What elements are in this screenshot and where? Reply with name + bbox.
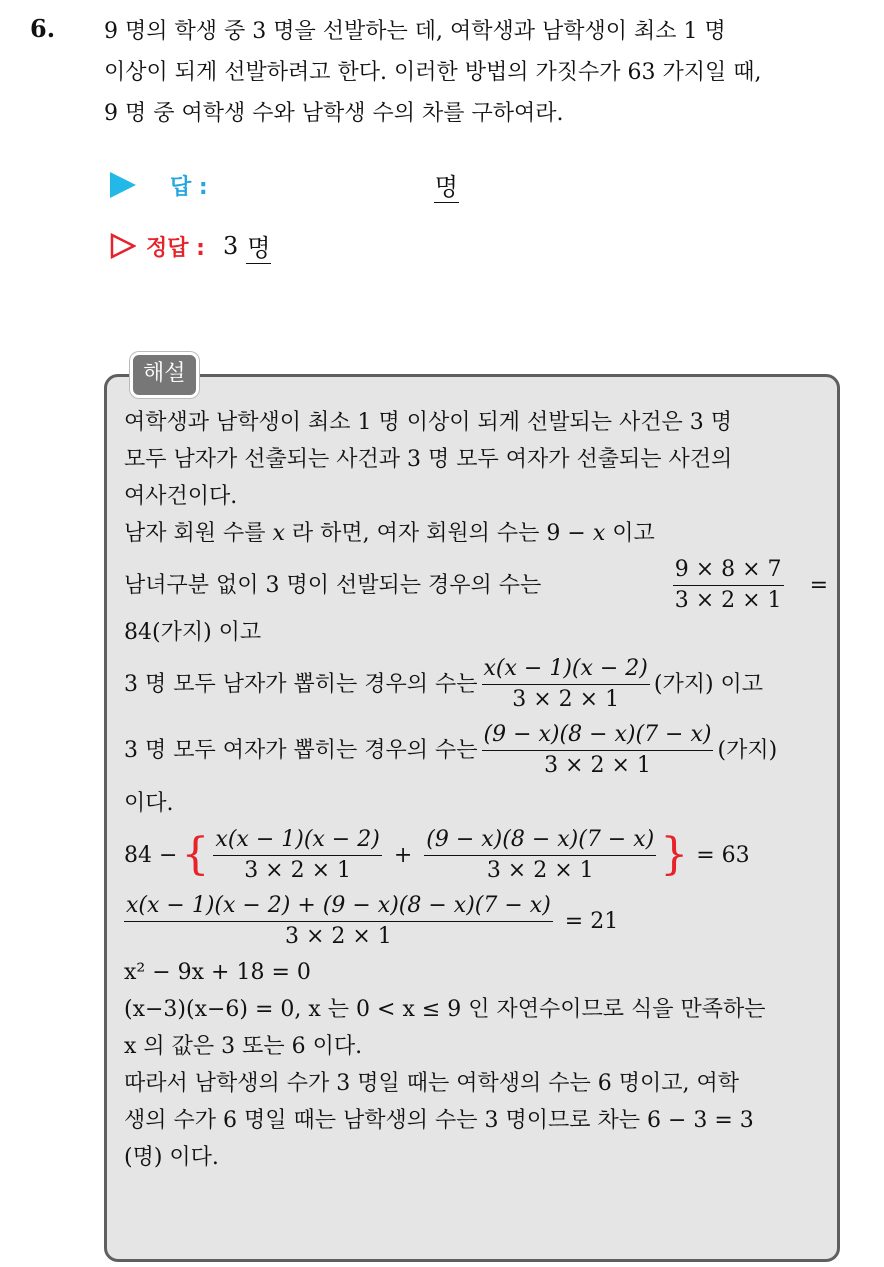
text-segment: = 63 <box>696 842 750 868</box>
text-segment: 남자 회원 수를 <box>124 521 273 546</box>
text-segment: (가지) <box>717 737 778 763</box>
text-segment: = 21 <box>564 908 619 934</box>
fraction-numerator: x(x − 1)(x − 2) <box>213 825 381 856</box>
fraction-denominator: 3 × 2 × 1 <box>674 587 782 613</box>
explanation-line: (x−3)(x−6) = 0, x 는 0 < x ≤ 9 인 자연수이므로 식을 만족하는 <box>124 997 766 1022</box>
fraction-female <box>424 825 656 886</box>
play-triangle-icon <box>110 172 136 198</box>
correct-answer-row <box>110 228 271 264</box>
explanation-line: 이다. <box>124 791 174 816</box>
text-segment: 3 명 모두 여자가 뽑히는 경우의 수는 <box>124 737 478 763</box>
fraction-female <box>482 720 714 781</box>
right-brace: } <box>660 829 689 880</box>
explanation-line: 따라서 남학생의 수가 3 명일 때는 여학생의 수는 6 명이고, 여학 <box>124 1071 739 1096</box>
explanation-line <box>124 822 828 888</box>
question-line: 9 명의 학생 중 3 명을 선발하는 데, 여학생과 남학생이 최소 1 명 <box>104 19 726 44</box>
answer-row <box>110 167 459 203</box>
text-segment: 남녀구분 없이 3 명이 선발되는 경우의 수는 <box>124 572 542 598</box>
fraction-sum <box>124 891 553 952</box>
explanation-line <box>124 552 828 618</box>
explanation-line: x² − 9x + 18 = 0 <box>124 960 311 985</box>
question-line: 9 명 중 여학생 수와 남학생 수의 차를 구하여라. <box>104 101 564 126</box>
explanation-line <box>124 888 828 954</box>
explanation-line: 여학생과 남학생이 최소 1 명 이상이 되게 선발되는 사건은 3 명 <box>124 410 732 435</box>
fraction-male <box>482 654 650 715</box>
explanation-line: 모두 남자가 선출되는 사건과 3 명 모두 여자가 선출되는 사건의 <box>124 447 733 472</box>
question-number: 6. <box>30 14 56 43</box>
question-line: 이상이 되게 선발하려고 한다. 이러한 방법의 가짓수가 63 가지일 때, <box>104 60 762 85</box>
fraction-numerator: x(x − 1)(x − 2) <box>482 654 650 685</box>
fraction-denominator: 3 × 2 × 1 <box>244 857 352 883</box>
correct-answer-unit: 명 <box>246 228 271 264</box>
explanation-text <box>124 404 828 1176</box>
explanation-line <box>124 651 828 717</box>
explanation-line: x 의 값은 3 또는 6 이다. <box>124 1034 363 1059</box>
outline-triangle-icon <box>110 233 136 259</box>
variable-x: x <box>272 521 285 546</box>
variable-x: x <box>592 521 606 546</box>
fraction-male <box>213 825 381 886</box>
explanation-tag: 해설 <box>130 352 199 398</box>
left-brace: { <box>181 829 210 880</box>
fraction-numerator: 9 × 8 × 7 <box>673 555 784 586</box>
text-segment: 이고 <box>605 521 655 546</box>
equals-sign: = <box>809 572 828 598</box>
fraction-numerator: (9 − x)(8 − x)(7 − x) <box>482 720 714 751</box>
explanation-line <box>124 515 828 552</box>
question-text <box>104 11 864 134</box>
correct-answer-value: 3 <box>222 232 239 260</box>
text-segment: 3 명 모두 남자가 뽑히는 경우의 수는 <box>124 671 478 697</box>
explanation-line: (명) 이다. <box>124 1145 219 1170</box>
plus-sign: + <box>393 842 413 868</box>
fraction-denominator: 3 × 2 × 1 <box>284 923 392 949</box>
fraction-total <box>673 555 784 616</box>
explanation-line <box>124 717 828 783</box>
text-segment: 84 − <box>124 842 178 868</box>
fraction-numerator: x(x − 1)(x − 2) + (9 − x)(8 − x)(7 − x) <box>124 891 553 922</box>
text-segment: 라 하면, 여자 회원의 수는 9 − <box>284 521 593 546</box>
explanation-line: 84(가지) 이고 <box>124 620 262 645</box>
explanation-line: 여사건이다. <box>124 484 238 509</box>
text-segment: (가지) 이고 <box>653 671 764 697</box>
answer-label: 답 : <box>170 174 208 200</box>
fraction-denominator: 3 × 2 × 1 <box>512 686 620 712</box>
fraction-denominator: 3 × 2 × 1 <box>544 752 651 778</box>
fraction-numerator: (9 − x)(8 − x)(7 − x) <box>424 825 656 856</box>
correct-answer-label: 정답 : <box>146 235 205 261</box>
answer-unit: 명 <box>434 167 459 203</box>
fraction-denominator: 3 × 2 × 1 <box>486 857 594 883</box>
explanation-line: 생의 수가 6 명일 때는 남학생의 수는 3 명이므로 차는 6 − 3 = 3 <box>124 1108 754 1133</box>
